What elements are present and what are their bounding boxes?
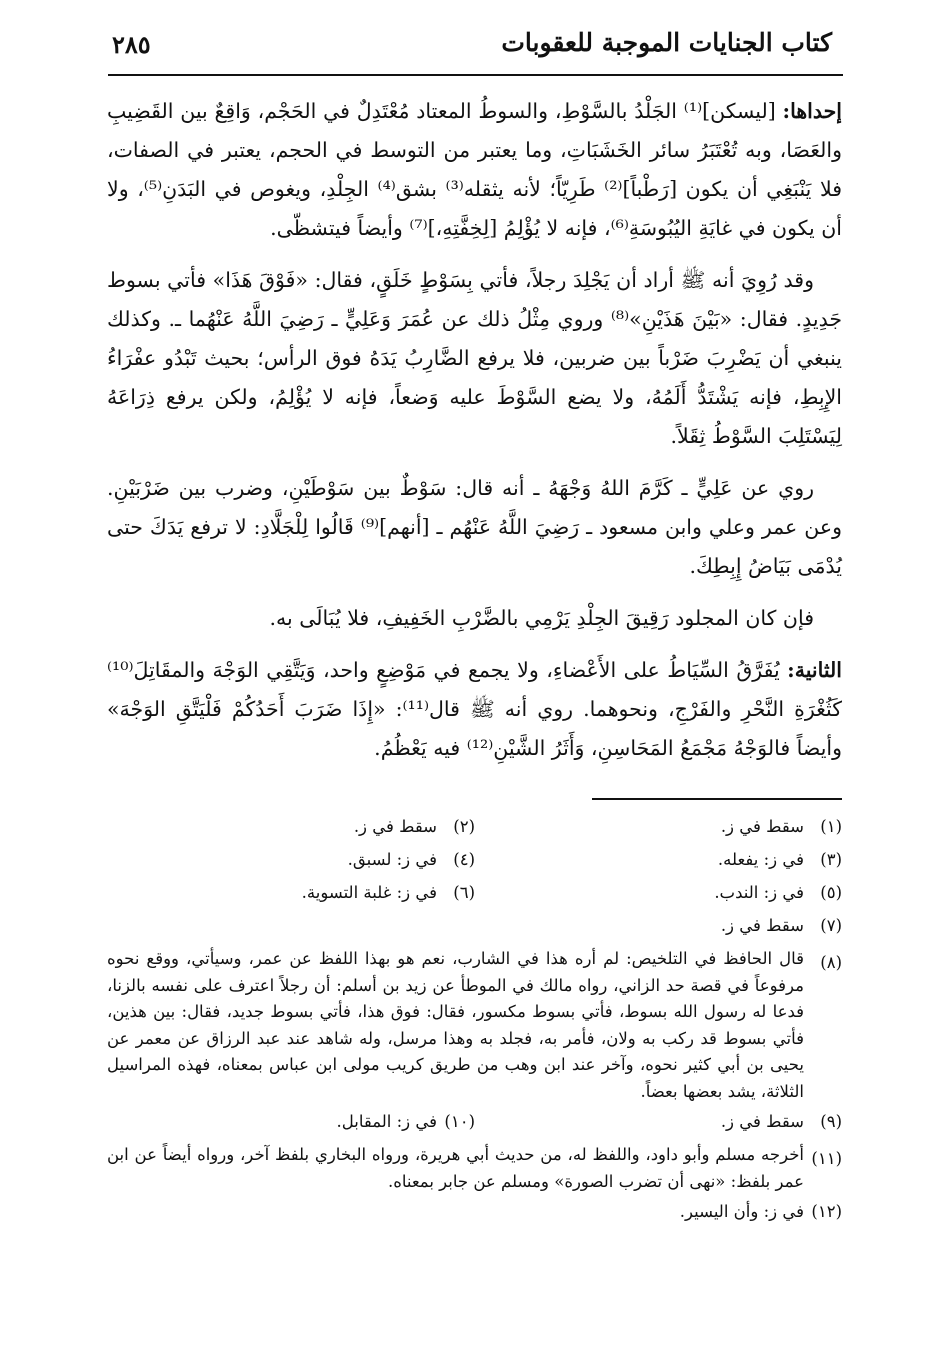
footnote-row: [107, 876, 842, 909]
footnote-item: [475, 843, 842, 876]
page-number: ٢٨٥: [112, 30, 151, 59]
footnote-item: [475, 1105, 842, 1138]
paragraph-second-text: يُفَرَّقُ السِّيَاطُ على الأَعْضاءِ، ولا يجمع في مَوْضِعٍ واحد، وَيَتَّقِي الوَجْهَ والمقَاتِلَ⁽¹⁰⁾ كَثُغْرَةِ النَّحْرِ والفَرْجِ، ونحوهما. روي أنه ﷺ قال⁽¹¹⁾: «إِذَا ضَرَبَ أَحَدُكُمْ فَلْيَتَّقِ الوَجْهَ» وأيضاً فالوَجْهُ مَجْمَعُ المَحَاسِنِ، وَأَثَرُ الشَّيْنِ⁽¹²⁾ فيه يَعْظُمُ.: [107, 658, 842, 760]
footnote-divider: [592, 798, 842, 800]
footnote-item: [475, 1195, 842, 1228]
footnote-number: (١١): [811, 1149, 842, 1168]
footnote-item: [108, 810, 475, 843]
footnote-text: في ز: لسبق.: [347, 850, 437, 869]
main-text: [107, 92, 842, 781]
footnote-number: (٣): [820, 850, 842, 869]
paragraph-second: [107, 651, 842, 768]
footnote-item: [107, 942, 842, 1105]
paragraph-hadith-whip: وقد رُوِيَ أنه ﷺ أراد أن يَجْلِدَ رجلاً، فأتي بِسَوْطٍ خَلَقٍ، فقال: «فَوْقَ هَذَا» فأتي بسوط جَدِيدٍ. فقال: «بَيْنَ هَذَيْنِ»⁽⁸⁾ وروي مِثْلُ ذلك عن عُمَرَ وَعَلِيٍّ ـ رَضِيَ اللَّهُ عَنْهُما ـ. وكذلك ينبغي أن يَضْرِبَ ضَرْباً بين ضربين، فلا يرفع الضَّارِبُ يَدَهُ فوق الرأس؛ بحيث تَبْدُو عفْرَاءُ الإِبِطِ، فإنه يَشْتَدُّ أَلَمُهُ، ولا يضع السَّوْطَ عليه وَضعاً، فإنه لا يُؤْلِمُ، ولكن يرفع ذِرَاعَهُ لِيَسْتَلِبَ السَّوْطُ ثِقَلاً.: [107, 268, 843, 448]
paragraph-first: [107, 92, 842, 248]
footnote-text: قال الحافظ في التلخيص: لم أره هذا في الشارب، نعم هو بهذا اللفظ عن عمر، وسيأتي، ووقع نحوه مرفوعاً في قصة حد الزاني، رواه مالك في الموطأ عن زيد بن أسلم: أن رجلاً اعترف على نفسه بالزنا، فدعا له رسول الله بسوط، فأتي بسوط مكسور، فقال: فوق هذا، فأتي بسوط جديد، فقال: بين هذين، فأتي بسوط قد ركب به ولان، فأمر به، فجلد به وهذا مرسل، وله شاهد عند عبد الرزاق عن معمر عن يحيى بن أبي كثير نحوه، وآخر عند ابن وهب من طريق كريب مولى ابن عباس بمعناه، فهذه المراسيل الثلاثة، يشد بعضها بعضاً.: [107, 949, 804, 1101]
header-divider: [108, 74, 843, 76]
footnote-item: [475, 909, 842, 942]
paragraph-ali-narration: روي عن عَلِيٍّ ـ كَرَّمَ اللهُ وَجْهَهُ ـ أنه قال: سَوْطٌ بين سَوْطَيْنِ، وضرب بين ضَرْبَيْنِ. وعن عمر وعلي وابن مسعود ـ رَضِيَ اللَّهُ عَنْهُم ـ [أنهم]⁽⁹⁾ قَالُوا لِلْجَلَّادِ: لا ترفع يَدَكَ حتى يُدْمَى بَيَاضُ إِبِطِكَ.: [107, 476, 842, 578]
paragraph-lead-first: إحداها:: [782, 99, 842, 123]
footnote-text: في ز: غلبة التسوية.: [301, 883, 437, 902]
footnote-number: (٨): [820, 953, 842, 972]
footnote-number: (٢): [453, 817, 475, 836]
footnote-row: [107, 810, 842, 843]
footnote-item: [108, 843, 475, 876]
footnote-item: [475, 810, 842, 843]
footnote-text: في ز: الندب.: [714, 883, 804, 902]
footnote-item: [108, 1105, 475, 1138]
footnote-number: (١): [820, 817, 842, 836]
paragraph-thin-skin: فإن كان المجلود رَقِيقَ الجِلْدِ يَرْمِي بالضَّرْبِ الخَفِيفِ، فلا يُبَالَى به.: [269, 606, 814, 630]
footnote-item: [475, 876, 842, 909]
footnote-text: سقط في ز.: [720, 1112, 804, 1131]
running-header-title: كتاب الجنايات الموجبة للعقوبات: [501, 28, 832, 57]
footnote-text: في ز: وأن اليسير.: [679, 1202, 804, 1221]
footnote-number: (١٠): [444, 1112, 475, 1131]
footnote-number: (٩): [820, 1112, 842, 1131]
footnote-row: [107, 1195, 842, 1228]
paragraph-first-text: [ليسكن]⁽¹⁾ الجَلْدُ بالسَّوْطِ، والسوطُ المعتاد مُعْتَدِلٌ في الحَجْم، وَاقِعٌ بين القَضِيبِ والعَصَا، وبه تُعْتَبَرُ سائر الخَشَبَاتِ، وما يعتبر من التوسط في الحجم، يعتبر في الصفات، فلا يَنْبَغِي أن يكون [رَطْباً]⁽²⁾ طَرِيّاً؛ لأنه يثقله⁽³⁾ بشق⁽⁴⁾ الجِلْدِ، ويغوص في البَدَنِ⁽⁵⁾، ولا أن يكون في غايَةِ اليُبُوسَةِ⁽⁶⁾، فإنه لا يُؤْلِمُ [لِخِفَّتِهِ،]⁽⁷⁾ وأيضاً فيتشظّى.: [107, 99, 842, 240]
footnote-text: أخرجه مسلم وأبو داود، واللفظ له، من حديث أبي هريرة، ورواه البخاري بلفظ آخر، ورواه أيضاً عن ابن عمر بلفظ: «نهى أن تضرب الصورة» ومسلم عن جابر بمعناه.: [107, 1145, 804, 1191]
footnote-number: (٤): [453, 850, 475, 869]
footnote-text: سقط في ز.: [353, 817, 437, 836]
footnote-text: سقط في ز.: [720, 817, 804, 836]
footnote-text: سقط في ز.: [720, 916, 804, 935]
footnote-text: في ز: يفعله.: [717, 850, 804, 869]
footnote-item: [107, 1138, 842, 1195]
footnote-row: [107, 909, 842, 942]
footnote-number: (٥): [820, 883, 842, 902]
footnotes: [107, 810, 842, 1228]
footnote-number: (٧): [820, 916, 842, 935]
footnote-text: في ز: المقابل.: [336, 1112, 437, 1131]
footnote-row: [107, 843, 842, 876]
footnote-number: (٦): [453, 883, 475, 902]
paragraph-lead-second: الثانية:: [787, 658, 842, 682]
footnote-number: (١٢): [811, 1202, 842, 1221]
footnote-row: [107, 1105, 842, 1138]
footnote-item: [108, 876, 475, 909]
